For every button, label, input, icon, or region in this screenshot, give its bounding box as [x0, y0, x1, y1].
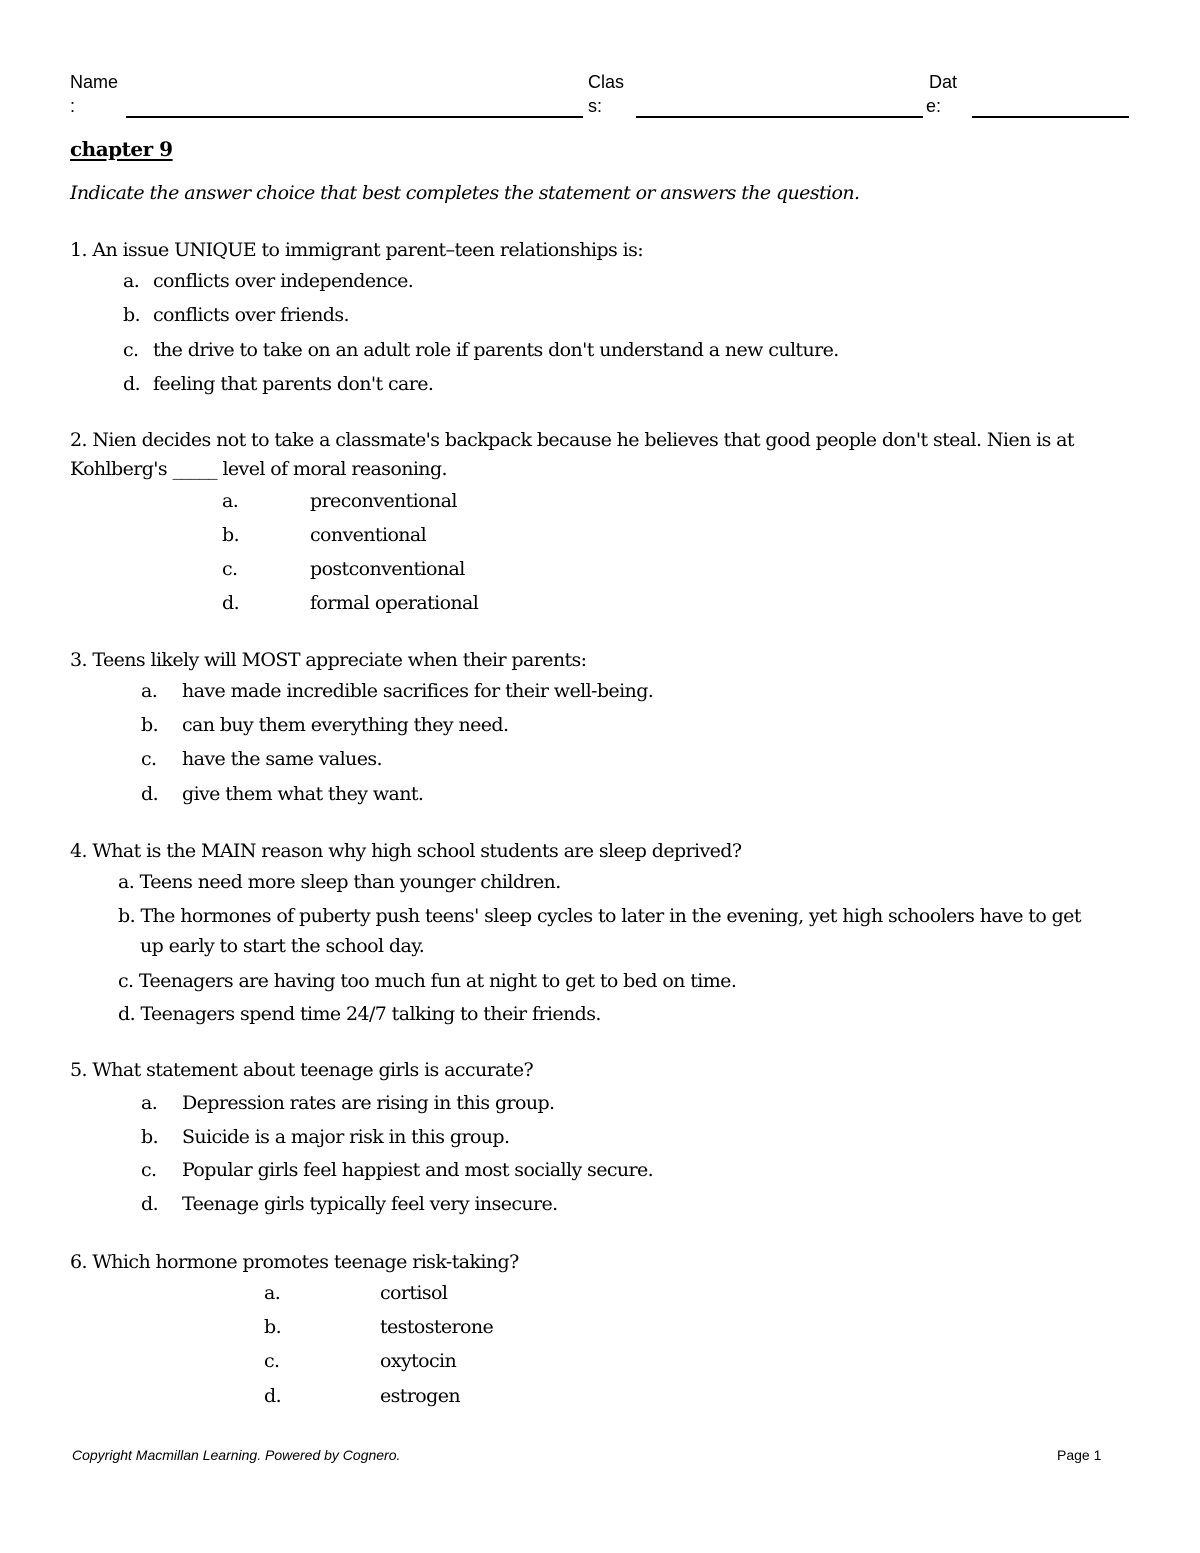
- date-label-suffix: e:: [926, 96, 942, 116]
- name-label-colon: :: [70, 96, 76, 116]
- choice-letter: c.: [123, 339, 139, 361]
- name-label: Name: [70, 72, 119, 92]
- question-text: 4. What is the MAIN reason why high school students are sleep deprived?: [70, 840, 742, 862]
- choice-letter: b.: [141, 714, 159, 736]
- choice-letter: d.: [141, 1193, 159, 1215]
- choice-text[interactable]: a. Teens need more sleep than younger children.: [118, 871, 561, 893]
- choice-text[interactable]: the drive to take on an adult role if parents don't understand a new culture.: [153, 339, 839, 361]
- footer-page-number: Page 1: [1057, 1447, 1102, 1463]
- choice-letter: c.: [141, 1159, 157, 1181]
- instructions: Indicate the answer choice that best completes the statement or answers the question.: [70, 182, 860, 204]
- name-field-line[interactable]: [126, 116, 583, 118]
- choice-text[interactable]: conflicts over independence.: [153, 270, 414, 292]
- choice-text[interactable]: have the same values.: [182, 748, 382, 770]
- choice-text[interactable]: Suicide is a major risk in this group.: [182, 1126, 510, 1148]
- choice-text[interactable]: Teenage girls typically feel very insecure.: [182, 1193, 558, 1215]
- choice-text[interactable]: oxytocin: [380, 1350, 457, 1372]
- choice-text[interactable]: can buy them everything they need.: [182, 714, 509, 736]
- choice-text[interactable]: b. The hormones of puberty push teens' sleep cycles to later in the evening, yet high schoolers have to get up early to start the school day.: [118, 905, 1081, 957]
- choice-text[interactable]: feeling that parents don't care.: [153, 373, 434, 395]
- question-text: 6. Which hormone promotes teenage risk-taking?: [70, 1251, 519, 1273]
- footer-copyright: Copyright Macmillan Learning. Powered by Cognero.: [72, 1447, 401, 1463]
- choice-text[interactable]: Popular girls feel happiest and most socially secure.: [182, 1159, 654, 1181]
- question-text: 1. An issue UNIQUE to immigrant parent–teen relationships is:: [70, 239, 644, 261]
- choice-letter: d.: [141, 783, 159, 805]
- class-field-line[interactable]: [636, 116, 923, 118]
- choice-letter: c.: [264, 1350, 280, 1372]
- choice-letter: a.: [123, 270, 140, 292]
- choice-letter: c.: [141, 748, 157, 770]
- question-text: 2. Nien decides not to take a classmate's backpack because he believes that good people don't steal. Nien is at Kohlberg's _____ level of moral reasoning.: [70, 429, 1074, 480]
- choice-letter: a.: [141, 1092, 158, 1114]
- date-label: Dat: [929, 72, 958, 92]
- question-text: 3. Teens likely will MOST appreciate when their parents:: [70, 649, 587, 671]
- choice-letter: d.: [123, 373, 141, 395]
- question-text: 5. What statement about teenage girls is accurate?: [70, 1059, 534, 1081]
- choice-letter: d.: [222, 592, 240, 614]
- choice-text[interactable]: give them what they want.: [182, 783, 424, 805]
- choice-text[interactable]: preconventional: [310, 490, 457, 512]
- class-label: Clas: [588, 72, 625, 92]
- choice-letter: b.: [264, 1316, 282, 1338]
- choice-text[interactable]: postconventional: [310, 558, 465, 580]
- class-label-suffix: s:: [588, 96, 603, 116]
- choice-letter: b.: [222, 524, 240, 546]
- choice-text[interactable]: d. Teenagers spend time 24/7 talking to their friends.: [118, 1003, 601, 1025]
- choice-letter: b.: [141, 1126, 159, 1148]
- choice-text[interactable]: conventional: [310, 524, 427, 546]
- choice-letter: a.: [222, 490, 239, 512]
- choice-text[interactable]: cortisol: [380, 1282, 448, 1304]
- date-field-line[interactable]: [972, 116, 1129, 118]
- choice-letter: b.: [123, 304, 141, 326]
- choice-letter: a.: [141, 680, 158, 702]
- choice-text[interactable]: formal operational: [310, 592, 479, 614]
- choice-text[interactable]: testosterone: [380, 1316, 494, 1338]
- choice-text[interactable]: conflicts over friends.: [153, 304, 349, 326]
- choice-text[interactable]: c. Teenagers are having too much fun at night to get to bed on time.: [118, 970, 737, 992]
- choice-letter: d.: [264, 1385, 282, 1407]
- chapter-title: chapter 9: [70, 137, 173, 161]
- choice-letter: c.: [222, 558, 238, 580]
- choice-text[interactable]: estrogen: [380, 1385, 460, 1407]
- choice-text[interactable]: have made incredible sacrifices for their well-being.: [182, 680, 654, 702]
- choice-text[interactable]: Depression rates are rising in this group.: [182, 1092, 555, 1114]
- choice-letter: a.: [264, 1282, 281, 1304]
